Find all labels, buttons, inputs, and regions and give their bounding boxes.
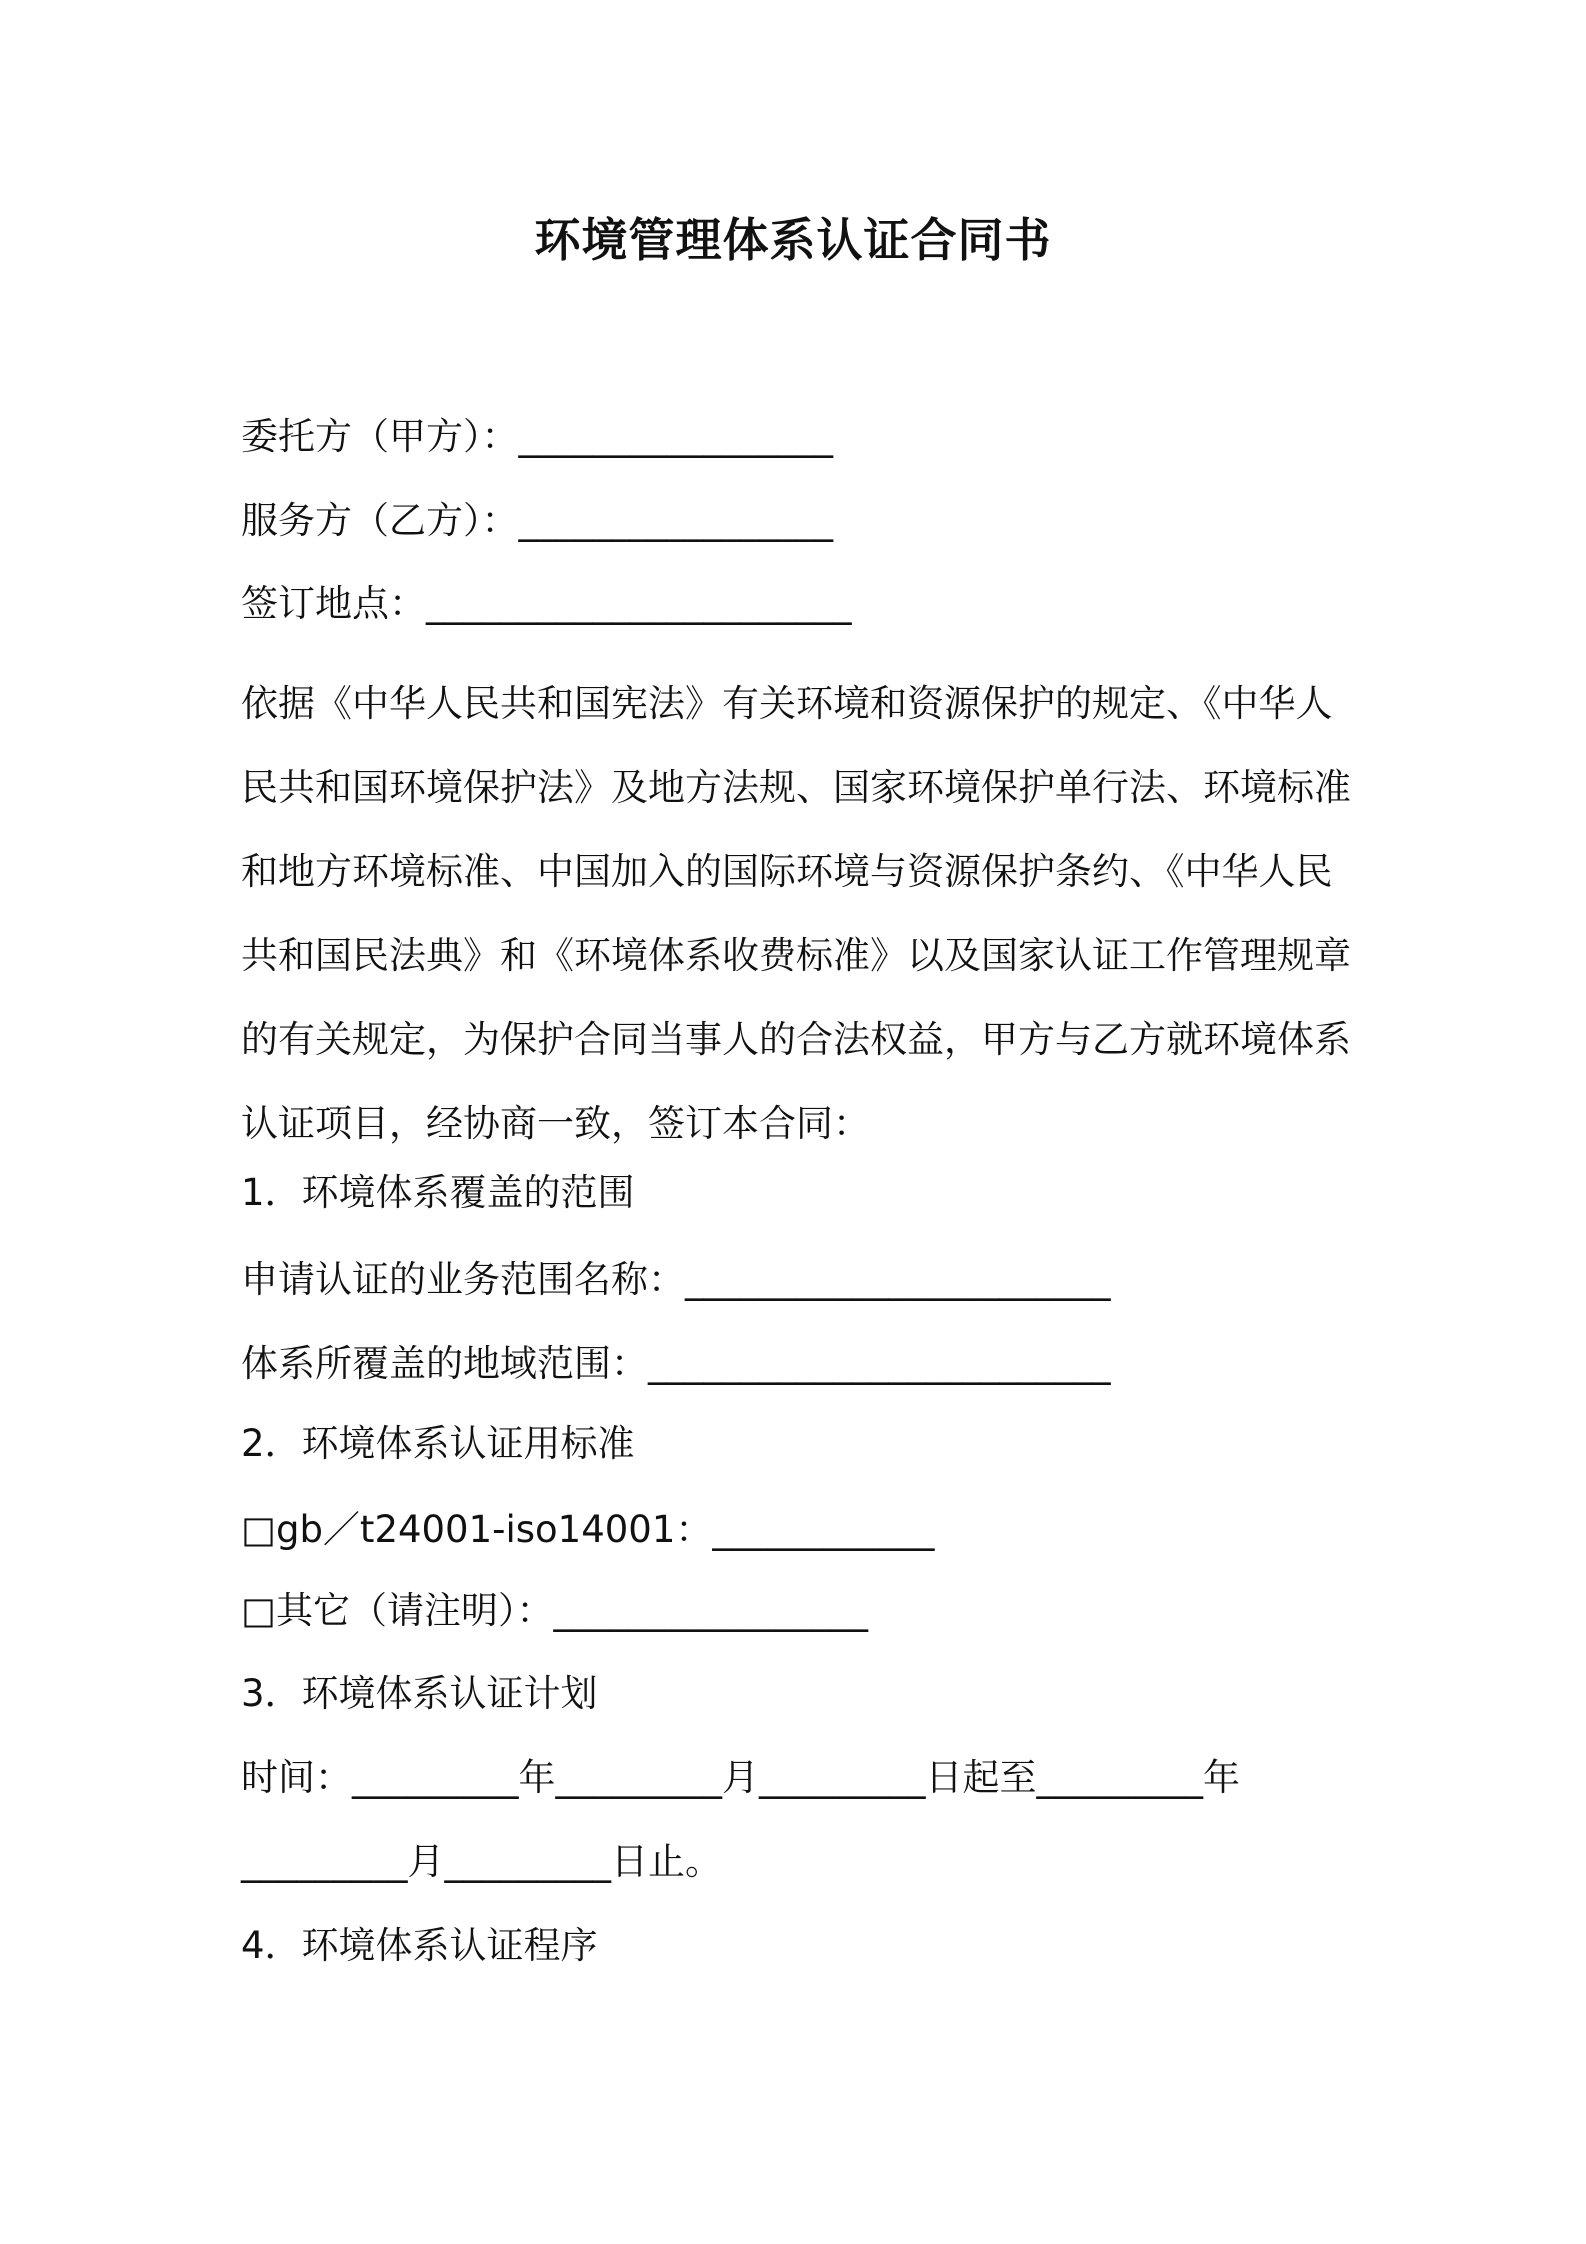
preamble-line: 认证项目，经协商一致，签订本合同： [241, 1102, 870, 1145]
provider-field: 服务方（乙方）：_________________ [241, 499, 833, 542]
preamble-paragraph [241, 662, 1361, 1166]
section-2-heading: 2．环境体系认证用标准 [241, 1422, 635, 1465]
business-scope-field: 申请认证的业务范围名称：_______________________ [241, 1258, 1111, 1301]
preamble-line: 共和国民法典》和《环境体系收费标准》以及国家认证工作管理规章 [241, 934, 1351, 977]
section-1-heading: 1．环境体系覆盖的范围 [241, 1171, 635, 1214]
preamble-line: 民共和国环境保护法》及地方法规、国家环境保护单行法、环境标准 [241, 766, 1351, 809]
preamble-line: 的有关规定，为保护合同当事人的合法权益，甲方与乙方就环境体系 [241, 1018, 1351, 1061]
standard-option-iso14001: □gb／t24001-iso14001：____________ [241, 1508, 935, 1551]
schedule-line-2: _________月_________日止。 [241, 1840, 722, 1883]
standard-option-other: □其它（请注明）：_________________ [241, 1589, 868, 1632]
section-3-heading: 3．环境体系认证计划 [241, 1672, 598, 1715]
geographic-scope-field: 体系所覆盖的地域范围：_________________________ [241, 1342, 1111, 1385]
document-title: 环境管理体系认证合同书 [534, 213, 1052, 267]
preamble-line: 依据《中华人民共和国宪法》有关环境和资源保护的规定、《中华人 [241, 682, 1333, 725]
preamble-line: 和地方环境标准、中国加入的国际环境与资源保护条约、《中华人民 [241, 850, 1333, 893]
client-field: 委托方（甲方）：_________________ [241, 415, 833, 458]
location-field: 签订地点：_______________________ [241, 582, 852, 625]
schedule-line-1: 时间：_________年_________月_________日起至_________年 [241, 1756, 1240, 1799]
section-4-heading: 4．环境体系认证程序 [241, 1924, 598, 1967]
